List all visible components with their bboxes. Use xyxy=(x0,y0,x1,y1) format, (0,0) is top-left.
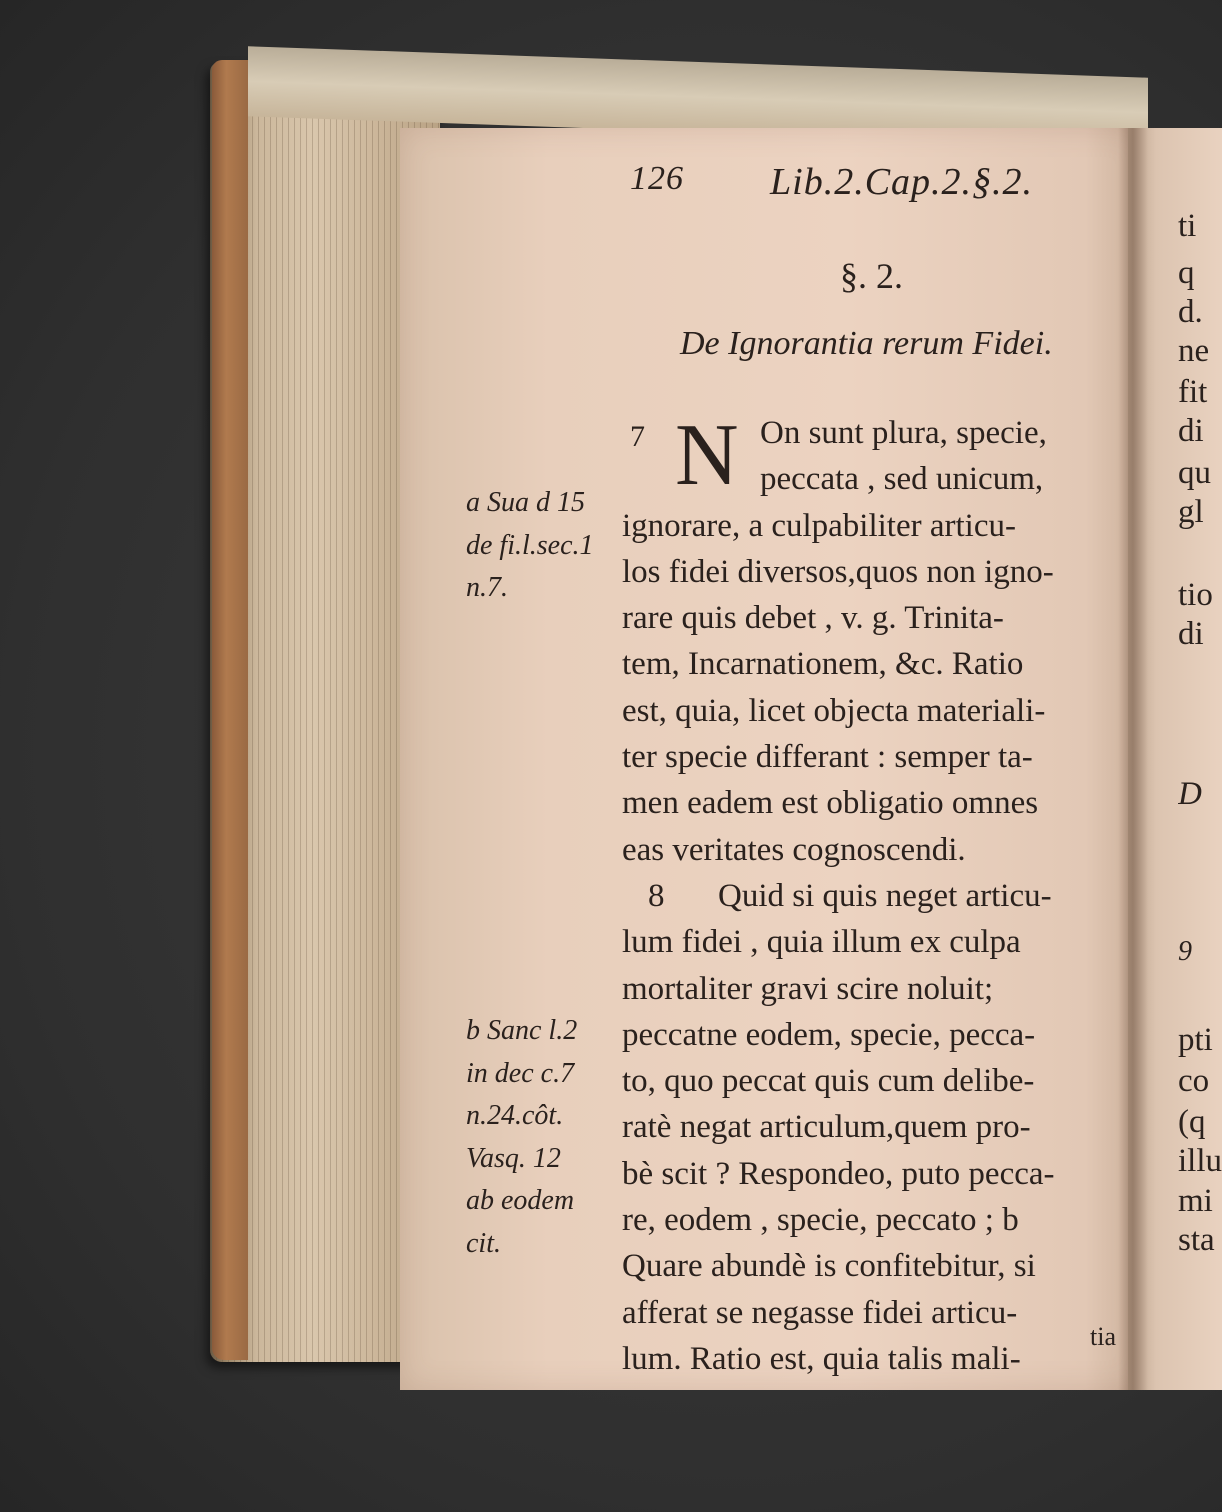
margin-note-line: n.24.côt. xyxy=(466,1100,564,1131)
text-line: rare quis debet , v. g. Trinita- xyxy=(622,600,1004,637)
facing-page-fragment: di xyxy=(1178,616,1204,652)
paragraph-number: 7 xyxy=(630,420,645,453)
text-line: afferat se negasse fidei articu- xyxy=(622,1294,1018,1331)
facing-page-fragment: illu xyxy=(1178,1143,1222,1179)
facing-page-fragment: 9 xyxy=(1178,936,1192,967)
margin-note-line: b Sanc l.2 xyxy=(466,1015,578,1046)
text-line: re, eodem , specie, peccato ; b xyxy=(622,1202,1019,1239)
body-text xyxy=(622,407,1122,1382)
text-line: On sunt plura, specie, xyxy=(760,415,1047,451)
facing-page-fragment: gl xyxy=(1178,494,1204,530)
text-line xyxy=(622,873,1122,919)
facing-page-fragment: D xyxy=(1178,776,1202,812)
facing-page-fragment: pti xyxy=(1178,1022,1213,1058)
facing-page-fragment: mi xyxy=(1178,1183,1213,1219)
facing-page-fragment: d. xyxy=(1178,294,1203,330)
text-line: est, quia, licet objecta materiali- xyxy=(622,692,1046,729)
facing-page-fragment: fit xyxy=(1178,374,1208,410)
text-line: peccatne eodem, specie, pecca- xyxy=(622,1016,1036,1053)
text-line: ratè negat articulum,quem pro- xyxy=(622,1109,1031,1146)
margin-note-line: cit. xyxy=(466,1227,501,1259)
text-line-content: Quid si quis neget articu- xyxy=(718,877,1052,914)
facing-page-fragment: co xyxy=(1178,1063,1210,1099)
text-line: Quare abundè is confitebitur, si xyxy=(622,1248,1036,1285)
paragraph-number: 8 xyxy=(648,877,665,914)
margin-note-line: de fi.l.sec.1 xyxy=(466,529,594,561)
drop-cap: N xyxy=(675,407,739,504)
text-line: eas veritates cognoscendi. xyxy=(622,831,966,868)
text-line: ignorare, a culpabiliter articu- xyxy=(622,507,1016,544)
text-line: peccata , sed unicum, xyxy=(760,461,1044,498)
section-title: De Ignorantia rerum Fidei. xyxy=(680,325,1053,362)
margin-note-line: in dec c.7 xyxy=(466,1057,575,1089)
text-line: tem, Incarnationem, &c. Ratio xyxy=(622,646,1024,683)
text-line: lum fidei , quia illum ex culpa xyxy=(622,924,1021,961)
facing-page-fragment: (q xyxy=(1178,1104,1206,1140)
margin-note-line: n.7. xyxy=(466,572,508,603)
facing-page-fragment: sta xyxy=(1178,1222,1215,1258)
margin-note-line: ab eodem xyxy=(466,1185,575,1216)
margin-note-b xyxy=(466,1010,606,1265)
section-sign: §. 2. xyxy=(840,256,903,296)
book-cover-spine xyxy=(212,60,248,1360)
text-line: ter specie differant : semper ta- xyxy=(622,739,1033,776)
text-line: mortaliter gravi scire noluit; xyxy=(622,970,994,1007)
text-line: to, quo peccat quis cum delibe- xyxy=(622,1063,1035,1100)
gutter-shadow xyxy=(1118,128,1148,1390)
running-head xyxy=(630,160,1050,210)
margin-note-line: a Sua d 15 xyxy=(466,487,585,518)
facing-page-fragment: q xyxy=(1178,255,1195,291)
text-line: bè scit ? Respondeo, puto pecca- xyxy=(622,1155,1055,1192)
facing-page-fragment: ne xyxy=(1178,333,1210,369)
margin-note-a xyxy=(466,482,606,610)
margin-note-line: Vasq. 12 xyxy=(466,1142,561,1174)
catchword: tia xyxy=(1090,1322,1116,1351)
facing-page-fragment: qu xyxy=(1178,455,1211,491)
facing-page-fragment: tio xyxy=(1178,577,1213,613)
running-head-text: Lib.2.Cap.2.§.2. xyxy=(770,161,1034,203)
facing-page-fragment: di xyxy=(1178,413,1204,449)
text-line: los fidei diversos,quos non igno- xyxy=(622,553,1054,590)
page-number: 126 xyxy=(630,160,684,197)
text-line: lum. Ratio est, quia talis mali- xyxy=(622,1340,1021,1377)
text-line: men eadem est obligatio omnes xyxy=(622,785,1039,822)
facing-page-fragment: ti xyxy=(1178,208,1197,244)
